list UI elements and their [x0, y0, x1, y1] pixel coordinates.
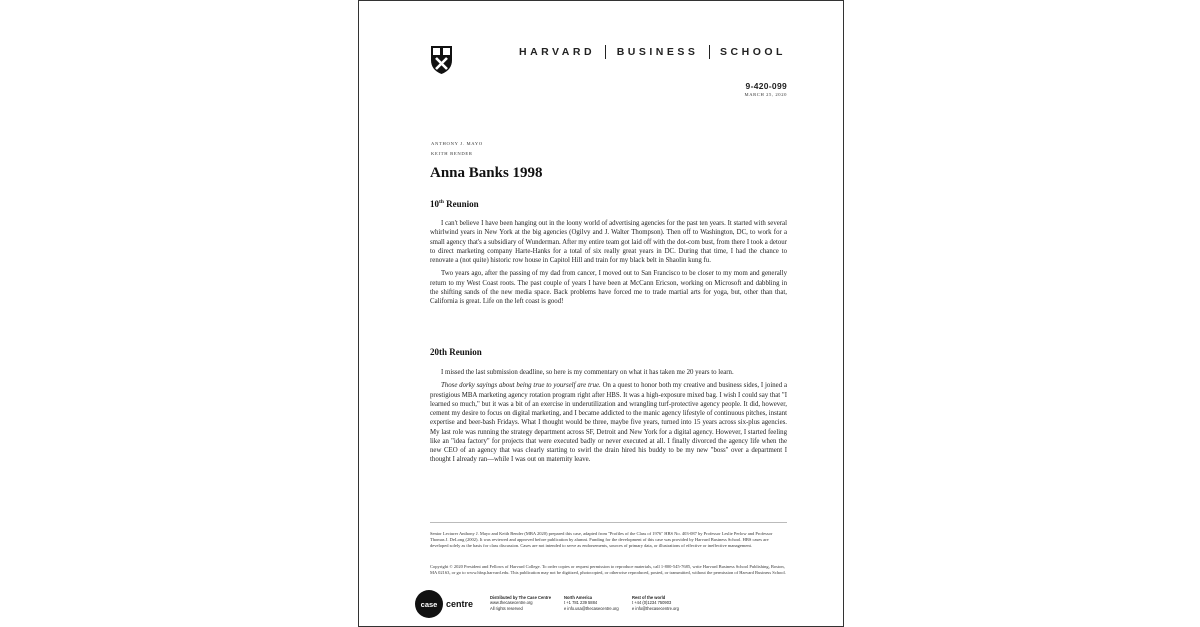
case-centre-wordmark: centre: [446, 599, 474, 609]
italic-lead-sentence: Those dorky sayings about being true to yourself are true.: [441, 382, 601, 390]
paragraph: [430, 381, 787, 464]
case-attribution-note: Senior Lecturer Anthony J. Mayo and Keith Bender (MBA 2020) prepared this case, adapted from "Profiles of the Class of 1976" HBS No. 403-087 by Professor Leslie Perlow and Professor Thomas J. DeLong (2002). It was reviewed and approved before publication by alumni. Funding for the development of this case was provided by Harvard Business School. HBS cases are developed solely as the basis for class discussion. Cases are not intended to serve as endorsements, sources of primary data, or illustrations of effective or ineffective management.: [430, 531, 773, 548]
section-10th-body: [430, 219, 787, 306]
section-20th-body: [430, 368, 787, 465]
footnote-divider: [430, 522, 787, 523]
heading-text: Reunion: [443, 199, 479, 209]
author-name: ANTHONY J. MAYO: [431, 141, 483, 146]
wordmark-divider: [709, 45, 710, 59]
case-date: MARCH 25, 2020: [744, 92, 787, 97]
phone-number: t +44 (0)1234 750903: [632, 600, 672, 606]
wordmark-school: SCHOOL: [720, 46, 786, 58]
section-heading-20th-reunion: 20th Reunion: [430, 347, 482, 357]
email-address[interactable]: e info@thecasecentre.org: [632, 605, 679, 611]
distributor-heading: Distributed by The Case Centre: [490, 595, 551, 600]
wordmark-divider: [605, 45, 606, 59]
paragraph-text: On a quest to honor both my creative and business sides, I joined a prestigious MBA marketing agency rotation program right after HBS. It was a high-exposure mixed bag. I wish I could say that "I learned so much," but it was a bit of an exercise in underutilization and wrangling turf-protective agency people. It did, however, cement my desire to focus on digital marketing, and I became addicted to the manic agency lifestyle of continuous pitches, instant expertise and beer-bash Fridays. What I thought would be three, maybe five years, turned into 15 years across six-plus agencies. My last role was running the strategy department across SF, Detroit and New York for a digital agency. However, I started feeling like an "idea factory" for projects that were executed badly or never executed at all. I finally divorced the agency life when the new CEO of an agency that was clearly starting to swirl the drain hired his buddy to be my new "boss" over a department I thought I already ran—while I was out on maternity leave.: [430, 382, 787, 464]
wordmark-harvard: HARVARD: [519, 46, 596, 58]
heading-number: 10: [430, 199, 439, 209]
case-number: 9-420-099: [745, 81, 787, 91]
region-heading: North America: [564, 595, 593, 600]
wordmark-business: BUSINESS: [616, 46, 699, 58]
paragraph: I can't believe I have been hanging out in the loony world of advertising agencies for the past ten years. It started with several whirlwind years in New York at the big agencies (Ogilvy and J. Walter Thompson). Then off to Washington, DC, to work for a small agency that's a subsidiary of Wunderman. After my entire team got laid off with the dot-com bust, from there I took a detour to direct marketing company Harte-Hanks for a total of six really great years in DC. During that time, I had the chance to renovate a (not quite) historic row house in Capitol Hill and train for my black belt in Shaolin kung fu.: [430, 220, 787, 264]
phone-number: t +1 781 239 5884: [564, 600, 598, 606]
copyright-note: Copyright © 2020 President and Fellows of Harvard College. To order copies or request permission to reproduce materials, call 1-800-545-7685, write Harvard Business School Publishing, Boston, MA 02163, or go to www.hbsp.harvard.edu. This publication may not be digitized, photocopied, or otherwise reproduced, posted, or transmitted, without the permission of Harvard Business School.: [430, 564, 786, 575]
paragraph: I missed the last submission deadline, so here is my commentary on what it has taken me 20 years to learn.: [441, 369, 734, 376]
hbs-shield-icon: [430, 45, 453, 75]
author-name: KEITH BENDER: [431, 151, 473, 156]
region-heading: Rest of the world: [632, 595, 666, 600]
distributor-info: [490, 595, 551, 611]
email-address[interactable]: e info.usa@thecasecentre.org: [564, 605, 619, 611]
document-page: [358, 0, 844, 627]
distributor-rights: All rights reserved: [490, 605, 523, 611]
north-america-contact: [564, 595, 619, 611]
section-heading-10th-reunion: [430, 199, 479, 209]
heading-ordinal: th: [439, 199, 444, 205]
document-title: Anna Banks 1998: [430, 165, 543, 181]
paragraph: Two years ago, after the passing of my dad from cancer, I moved out to San Francisco to be closer to my mom and generally return to my West Coast roots. The past couple of years I have been at McCann Ericson, working on Microsoft and dabbling in the shifting sands of the new media space. Back problems have forced me to trade martial arts for yoga, but, other than that, California is great. Life on the left coast is good!: [430, 270, 787, 305]
school-wordmark: [519, 45, 786, 59]
distributor-website[interactable]: www.thecasecentre.org: [490, 600, 533, 606]
rest-of-world-contact: [632, 595, 679, 611]
case-centre-logo: case: [415, 590, 443, 618]
